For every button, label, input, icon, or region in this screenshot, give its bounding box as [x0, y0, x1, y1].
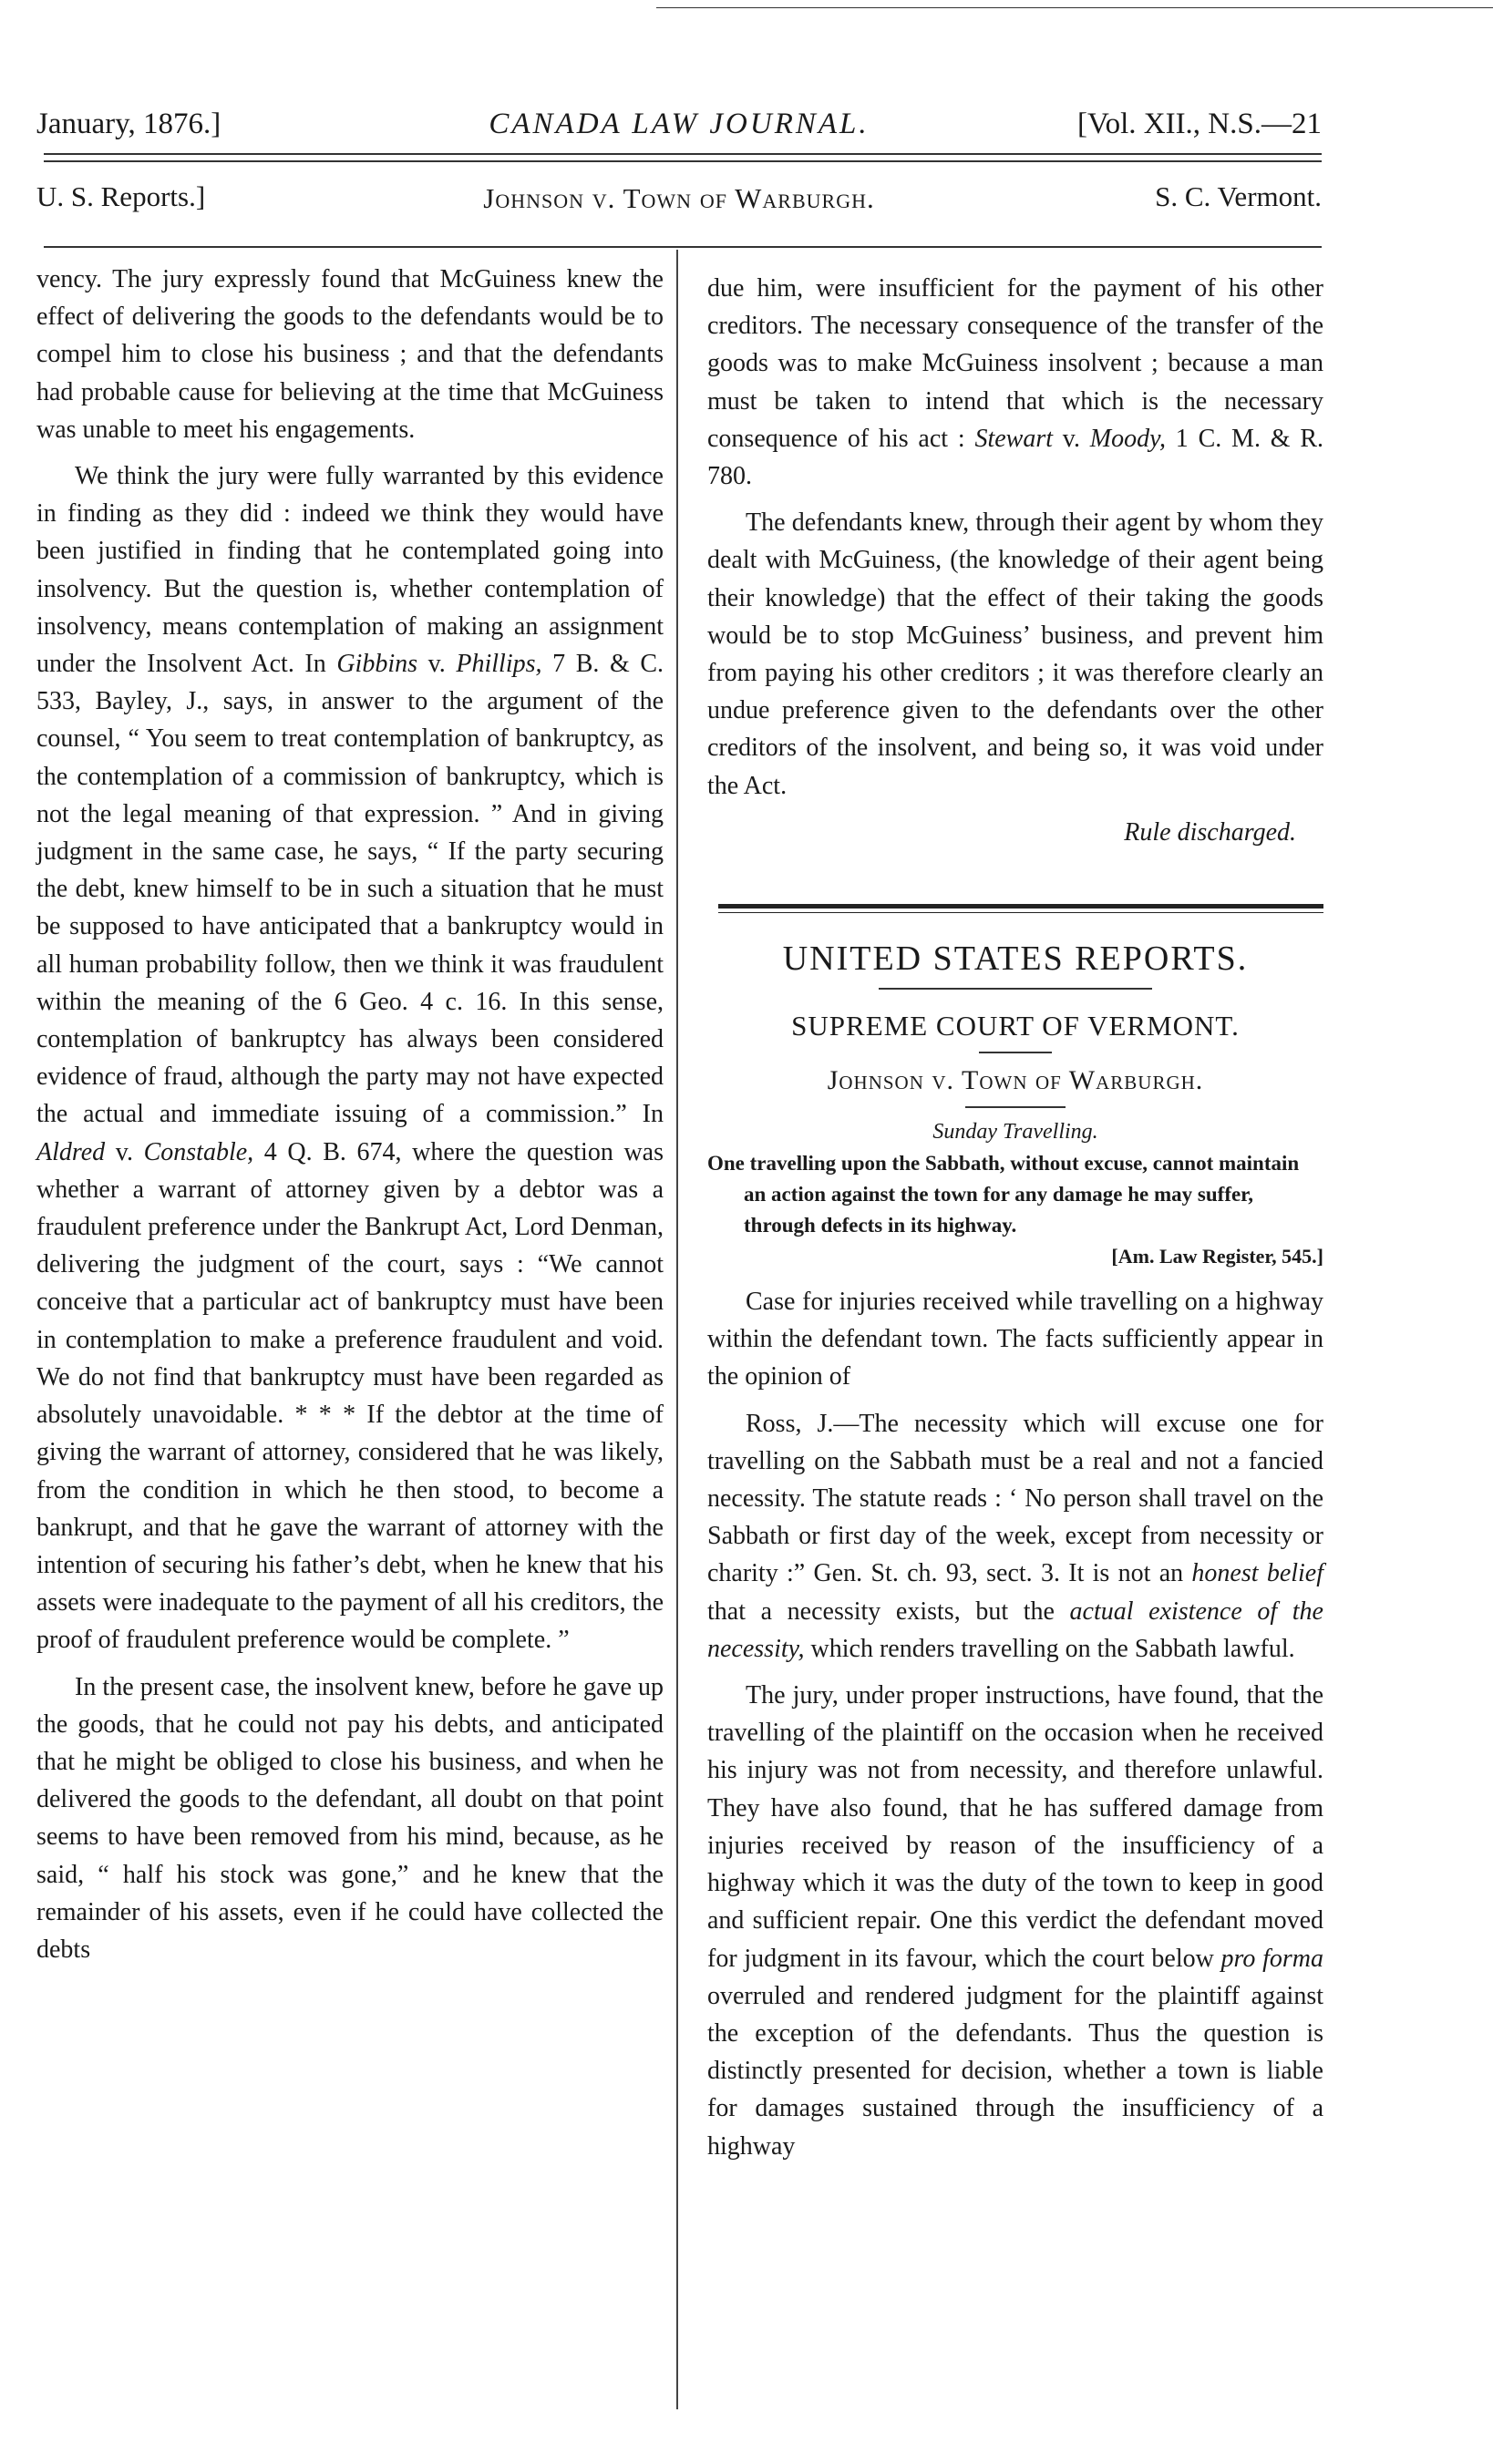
- top-edge-rule: [656, 7, 1493, 8]
- text-run: which renders travelling on the Sabbath lawful.: [804, 1634, 1295, 1663]
- text-run: 7 B. & C. 533, Bayley, J., says, in answer to the argument of the counsel, “ You seem to treat contemplation of bankruptcy, as the contemplation of a commission of bankruptcy, which is not the legal meaning of that expression. ” And in giving judgment in the same case, he says, “ If the party securing the debt, knew himself to be in such a situation that he must be supposed to have anticipated that a bankruptcy would in all human probability follow, then we think it was fraudulent within the meaning of the 6 Geo. 4 c. 16. In this sense, contemplation of bankruptcy has always been considered evidence of fraud, although the party may not have expected the actual and immediate issuing of a commission.” In: [36, 650, 664, 1129]
- text-run: 4 Q. B. 674, where the question was whether a warrant of attorney given by a debtor was a fraudulent preference under the Bankrupt Act, Lord Denman, delivering the judgment of the court, says : “We cannot conceive that a particular act of bankruptcy must have been in contemplation to make a preference fraudulent and void. We do not find that bankruptcy must have been regarded as absolutely unavoidable. * * * If the debtor at the time of giving the warrant of attorney, considered that he was likely, from the condition in which he then stood, to become a bankrupt, and that he gave the warrant of attorney with the intention of securing his father’s debt, when he knew that his assets were inadequate to the payment of all his creditors, the proof of fraudulent preference would be complete. ”: [36, 1137, 664, 1655]
- text-run: due him, were insufficient for the payment of his other creditors. The necessary consequence of the transfer of the goods was to make McGuiness insolvent ; because a man must be taken to intend that which is the necessary consequence of his act :: [707, 274, 1323, 453]
- emphasis: honest belief: [1191, 1559, 1324, 1588]
- court-abbreviation: S. C. Vermont.: [1155, 180, 1322, 212]
- case-rule: [965, 1106, 1066, 1108]
- text-run: We think the jury were fully warranted by this evidence in finding as they did : indeed we think they would have been justified in finding that he contemplated going into insolvency. But the question is, whether contemplation of insolvency, means contemplation of making an assignment under the Insolvent Act. In: [36, 462, 664, 679]
- case-party: Constable,: [143, 1137, 254, 1166]
- disposition: Rule discharged.: [1124, 817, 1296, 847]
- text-run: 1 C. M. & R. 780.: [707, 424, 1324, 491]
- case-party: Stewart: [974, 424, 1053, 453]
- case-party: Aldred: [36, 1137, 106, 1166]
- running-case-name: Johnson v. Town of Warburgh.: [483, 182, 875, 214]
- report-series: U. S. Reports.]: [36, 180, 206, 212]
- right-column: [707, 270, 1323, 2174]
- text-run: The jury, under proper instructions, have found, that the travelling of the plaintiff on the occasion when he received his injury was not from necessity, and therefore unlawful. They have also found, that he has suffered damage from injuries received by reason of the insufficiency of a highway which it was the duty of the town to keep in good and sufficient repair. One this verdict the defendant moved for judgment in its favour, which the court below: [707, 1681, 1323, 1973]
- text-run: that a necessity exists, but the: [707, 1596, 1070, 1626]
- text-run: v.: [105, 1137, 144, 1166]
- volume-page-number: [Vol. XII., N.S.—21: [1077, 108, 1322, 140]
- header-date: January, 1876.]: [36, 108, 221, 140]
- sub-header-rule: [44, 246, 1322, 248]
- running-header: [36, 108, 1322, 149]
- case-party: Moody,: [1089, 424, 1166, 453]
- citation: [Am. Law Register, 545.]: [1111, 1245, 1323, 1268]
- court-title: SUPREME COURT OF VERMONT.: [791, 1010, 1240, 1042]
- paragraph: Case for injuries received while travelling on a highway within the defendant town. The facts sufficiently appear in the opinion of: [707, 1288, 1323, 1391]
- column-divider: [676, 250, 678, 2409]
- text-run: overruled and rendered judgment for the plaintiff against the exception of the defendants. Thus the question is distinctly presented for decision, whether a town is liable for damages sustained through the insufficiency of a highway: [707, 1981, 1323, 2161]
- paragraph: [707, 270, 1323, 495]
- left-column: [36, 261, 664, 1977]
- header-double-rule: [44, 153, 1322, 162]
- case-party: Phillips,: [456, 650, 542, 679]
- paragraph: In the present case, the insolvent knew, before he gave up the goods, that he could not pay his debts, and anticipated that he might be obliged to close his business, and when he delivered the goods to the defendant, all doubt on that point seems to have been removed from his mind, because, as he said, “ half his stock was gone,” and he knew that the remainder of his assets, even if he could have collected the debts: [36, 1672, 664, 1964]
- section-rule: [718, 904, 1323, 913]
- journal-title: CANADA LAW JOURNAL.: [489, 108, 870, 140]
- section-underline: [879, 988, 1152, 990]
- paragraph: The defendants knew, through their agent by whom they dealt with McGuiness, (the knowledge of their agent being their knowledge) that the effect of their taking the goods would be to stop McGuiness’ business, and prevent him from paying his other creditors ; it was therefore clearly an undue preference given to the defendants over the other creditors of the insolvent, and being so, it was void under the Act.: [707, 508, 1323, 800]
- paragraph: [36, 457, 664, 1659]
- text-run: Ross, J.—The necessity which will excuse one for travelling on the Sabbath must be a real and not a fancied necessity. The statute reads : ‘ No person shall travel on the Sabbath or first day of the week, except from necessity or charity :” Gen. St. ch. 93, sect. 3. It is not an: [707, 1409, 1323, 1588]
- case-title: Johnson v. Town of Warburgh.: [827, 1065, 1204, 1096]
- court-rule: [979, 1052, 1052, 1053]
- paragraph: [707, 1677, 1323, 2165]
- text-run: v.: [1053, 424, 1090, 453]
- emphasis: pro forma: [1220, 1944, 1323, 1973]
- emphasis: actual existence of the necessity,: [707, 1596, 1323, 1663]
- paragraph: [707, 1405, 1323, 1668]
- case-party: Gibbins: [336, 650, 418, 679]
- section-title: UNITED STATES REPORTS.: [782, 939, 1249, 979]
- sub-header: [36, 180, 1322, 221]
- headnote-title: Sunday Travelling.: [932, 1120, 1098, 1145]
- headnote: One travelling upon the Sabbath, without excuse, cannot maintain an action against the town for any damage he may suffer, through defects in its highway.: [707, 1152, 1300, 1237]
- paragraph: vency. The jury expressly found that McGuiness knew the effect of delivering the goods to the defendants would be to compel him to close his business ; and that the defendants had probable cause for believing at the time that McGuiness was unable to meet his engagements.: [36, 265, 664, 444]
- text-run: v.: [417, 650, 457, 679]
